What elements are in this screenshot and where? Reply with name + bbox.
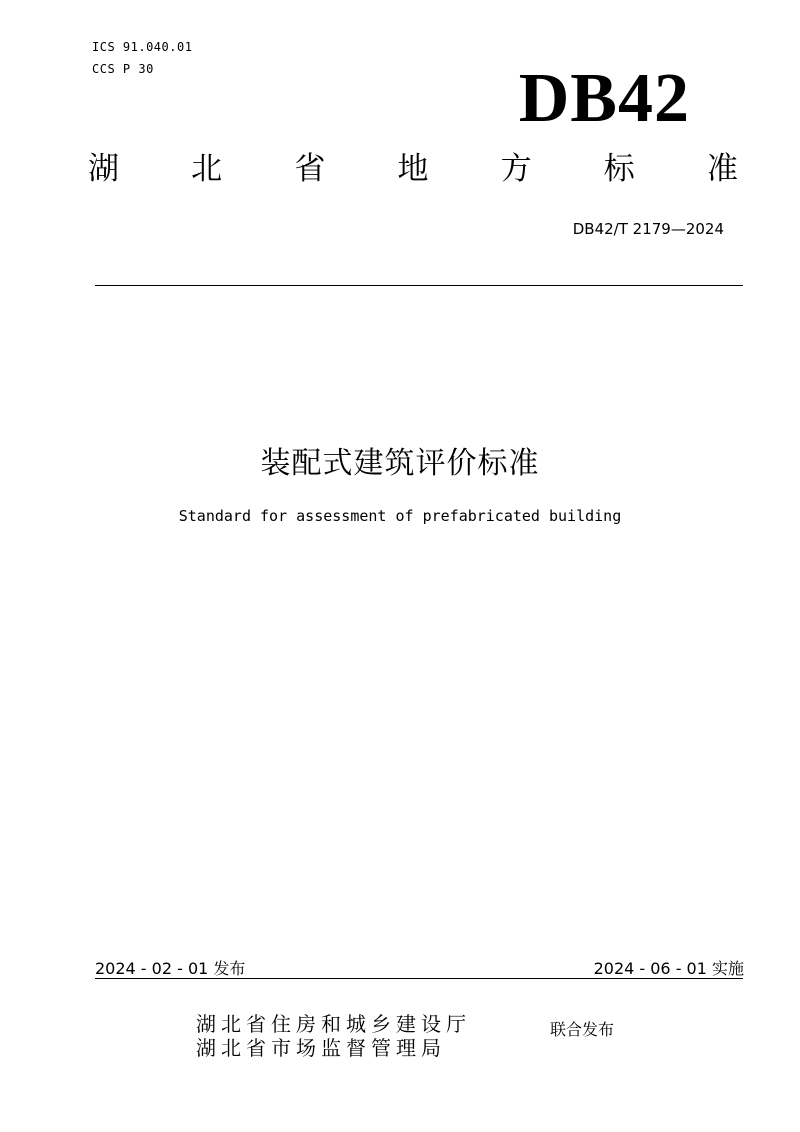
- standard-logo: DB42: [518, 60, 690, 137]
- implementation-date: 2024 - 06 - 01 实施: [593, 959, 744, 978]
- publisher-housing-dept: 湖北省住房和城乡建设厅: [196, 1012, 471, 1036]
- title-english: Standard for assessment of prefabricated building: [178, 507, 622, 525]
- title-chinese: 装配式建筑评价标准: [260, 446, 540, 481]
- top-divider: [95, 285, 743, 286]
- issue-date: 2024 - 02 - 01 发布: [95, 959, 246, 978]
- standard-number: DB42/T 2179—2024: [572, 220, 724, 238]
- standard-type-char: 方: [500, 151, 532, 187]
- standard-type-char: 准: [706, 151, 738, 187]
- publisher-market-bureau: 湖北省市场监督管理局: [196, 1036, 446, 1060]
- standard-type-char: 地: [397, 151, 429, 187]
- standard-type-char: 北: [191, 151, 223, 187]
- bottom-divider: [95, 978, 743, 979]
- joint-publish-label: 联合发布: [550, 1020, 615, 1039]
- standard-type-char: 省: [294, 151, 326, 187]
- standard-type-char: 湖: [88, 151, 119, 187]
- standard-type-heading: [88, 151, 738, 187]
- ics-code: ICS 91.040.01: [92, 40, 193, 54]
- standard-type-char: 标: [603, 151, 635, 187]
- ccs-code: CCS P 30: [92, 62, 154, 76]
